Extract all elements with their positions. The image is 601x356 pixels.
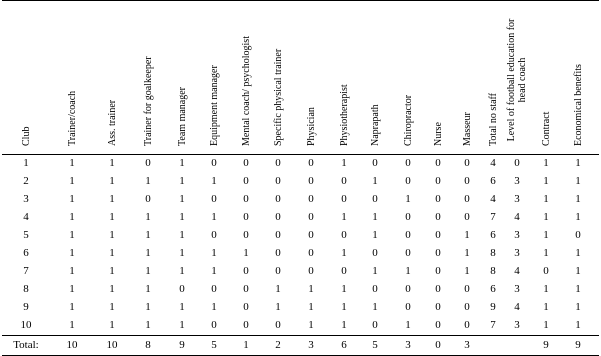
club-cell: 8 <box>23 283 29 295</box>
table-cell: 1 <box>341 247 347 259</box>
table-cell: 1 <box>109 265 115 277</box>
table-cell: 1 <box>543 229 549 241</box>
table-cell: 0 <box>464 211 470 223</box>
header-label: Ass. trainer <box>107 99 118 146</box>
total-cell: 3 <box>308 339 314 351</box>
table-cell: 1 <box>179 175 185 187</box>
table-cell: 6 <box>490 229 496 241</box>
table-cell: 4 <box>514 301 520 313</box>
table-cell: 0 <box>308 247 314 259</box>
table-cell: 0 <box>275 175 281 187</box>
table-cell: 1 <box>109 319 115 331</box>
header-cell <box>531 0 561 150</box>
table-cell: 1 <box>275 283 281 295</box>
table-cell: 1 <box>145 319 151 331</box>
table-cell: 0 <box>435 229 441 241</box>
header-label: Specific physical trainer <box>273 48 284 146</box>
table-cell: 1 <box>543 175 549 187</box>
table-cell: 1 <box>341 319 347 331</box>
table-cell: 0 <box>341 193 347 205</box>
table-cell: 0 <box>243 175 249 187</box>
table-cell: 3 <box>514 229 520 241</box>
table-cell: 0 <box>464 301 470 313</box>
header-cell <box>166 0 198 150</box>
table-cell: 3 <box>514 175 520 187</box>
table-cell: 0 <box>543 265 549 277</box>
table-cell: 1 <box>69 211 75 223</box>
table-cell: 0 <box>308 265 314 277</box>
table-cell: 0 <box>243 157 249 169</box>
table-cell: 1 <box>179 301 185 313</box>
table-cell: 3 <box>514 193 520 205</box>
header-label: Physician <box>306 107 317 146</box>
table-row <box>2 245 599 261</box>
header-label: Level of football education for head coach <box>506 18 528 142</box>
table-cell: 0 <box>211 157 217 169</box>
table-cell: 0 <box>435 265 441 277</box>
header-cell <box>198 0 230 150</box>
table-cell: 9 <box>490 301 496 313</box>
header-label: Team manager <box>177 87 188 146</box>
total-rule <box>2 335 599 336</box>
table-cell: 7 <box>490 211 496 223</box>
table-cell: 1 <box>341 211 347 223</box>
table-cell: 0 <box>464 319 470 331</box>
table-cell: 1 <box>145 229 151 241</box>
table-cell: 1 <box>372 211 378 223</box>
table-row <box>2 317 599 333</box>
table-cell: 1 <box>543 211 549 223</box>
club-cell: 1 <box>23 157 29 169</box>
table-cell: 0 <box>243 319 249 331</box>
table-cell: 1 <box>179 193 185 205</box>
table-cell: 0 <box>243 229 249 241</box>
staff-table <box>2 0 599 356</box>
header-cell <box>360 0 390 150</box>
table-cell: 1 <box>109 229 115 241</box>
total-cell: 2 <box>275 339 281 351</box>
table-cell: 1 <box>179 319 185 331</box>
table-cell: 0 <box>211 193 217 205</box>
header-cell <box>392 0 424 150</box>
table-cell: 0 <box>275 157 281 169</box>
club-cell: 6 <box>23 247 29 259</box>
table-cell: 0 <box>435 211 441 223</box>
table-cell: 0 <box>405 301 411 313</box>
table-cell: 1 <box>575 193 581 205</box>
table-cell: 0 <box>575 229 581 241</box>
table-cell: 0 <box>372 157 378 169</box>
header-label: Total no staff <box>488 93 499 146</box>
table-cell: 1 <box>69 265 75 277</box>
table-cell: 1 <box>69 175 75 187</box>
table-row <box>2 191 599 207</box>
table-cell: 1 <box>575 283 581 295</box>
table-cell: 1 <box>575 157 581 169</box>
table-cell: 8 <box>490 247 496 259</box>
table-cell: 0 <box>372 283 378 295</box>
total-cell: 9 <box>543 339 549 351</box>
table-cell: 0 <box>341 265 347 277</box>
total-row <box>2 337 599 353</box>
table-cell: 0 <box>243 283 249 295</box>
table-cell: 0 <box>211 229 217 241</box>
table-cell: 0 <box>435 283 441 295</box>
header-cell <box>262 0 294 150</box>
table-cell: 1 <box>575 301 581 313</box>
table-cell: 1 <box>109 175 115 187</box>
table-row <box>2 299 599 315</box>
table-row <box>2 173 599 189</box>
club-cell: 4 <box>23 211 29 223</box>
table-cell: 1 <box>69 193 75 205</box>
table-cell: 1 <box>179 265 185 277</box>
club-cell: 5 <box>23 229 29 241</box>
total-cell: 9 <box>575 339 581 351</box>
table-cell: 1 <box>405 265 411 277</box>
table-cell: 1 <box>372 301 378 313</box>
table-cell: 0 <box>405 229 411 241</box>
header-cell <box>295 0 327 150</box>
club-cell: 2 <box>23 175 29 187</box>
header-cell <box>6 0 46 150</box>
table-cell: 0 <box>435 157 441 169</box>
table-cell: 1 <box>372 175 378 187</box>
table-cell: 1 <box>109 211 115 223</box>
table-cell: 8 <box>490 265 496 277</box>
table-cell: 1 <box>575 319 581 331</box>
table-cell: 1 <box>145 247 151 259</box>
table-cell: 1 <box>69 229 75 241</box>
table-cell: 0 <box>275 265 281 277</box>
table-cell: 1 <box>109 157 115 169</box>
table-cell: 4 <box>490 157 496 169</box>
table-cell: 1 <box>211 211 217 223</box>
table-cell: 0 <box>243 211 249 223</box>
table-cell: 1 <box>308 301 314 313</box>
table-cell: 1 <box>69 157 75 169</box>
table-cell: 0 <box>275 319 281 331</box>
table-cell: 1 <box>211 301 217 313</box>
header-cell <box>95 0 129 150</box>
total-cell: 10 <box>106 339 118 351</box>
table-cell: 1 <box>211 247 217 259</box>
table-cell: 1 <box>69 319 75 331</box>
table-cell: 3 <box>514 247 520 259</box>
table-cell: 1 <box>543 283 549 295</box>
table-cell: 1 <box>575 265 581 277</box>
table-cell: 1 <box>211 175 217 187</box>
header-label: Club <box>21 126 32 146</box>
table-cell: 1 <box>308 283 314 295</box>
table-cell: 1 <box>109 193 115 205</box>
club-cell: 9 <box>23 301 29 313</box>
header-label: Mental coach/ psychologist <box>241 36 252 146</box>
table-cell: 0 <box>308 229 314 241</box>
table-cell: 1 <box>543 193 549 205</box>
header-cell <box>424 0 452 150</box>
table-cell: 0 <box>405 157 411 169</box>
table-row <box>2 227 599 243</box>
table-cell: 0 <box>179 283 185 295</box>
table-cell: 0 <box>275 193 281 205</box>
table-row <box>2 155 599 171</box>
table-cell: 1 <box>179 157 185 169</box>
table-cell: 4 <box>490 193 496 205</box>
table-cell: 0 <box>464 193 470 205</box>
table-cell: 6 <box>490 175 496 187</box>
table-cell: 0 <box>435 193 441 205</box>
table-cell: 0 <box>405 175 411 187</box>
club-cell: 10 <box>20 319 32 331</box>
table-cell: 1 <box>543 319 549 331</box>
table-cell: 1 <box>464 247 470 259</box>
total-cell: 5 <box>372 339 378 351</box>
header-label: Physiotherapist <box>339 84 350 146</box>
table-cell: 0 <box>211 283 217 295</box>
table-cell: 1 <box>145 211 151 223</box>
total-cell: 3 <box>405 339 411 351</box>
table-cell: 1 <box>543 247 549 259</box>
table-cell: 7 <box>490 319 496 331</box>
table-cell: 0 <box>243 193 249 205</box>
table-cell: 0 <box>145 157 151 169</box>
table-cell: 1 <box>145 301 151 313</box>
table-cell: 0 <box>405 211 411 223</box>
table-cell: 1 <box>69 301 75 313</box>
club-cell: 3 <box>23 193 29 205</box>
total-cell: 8 <box>145 339 151 351</box>
table-cell: 1 <box>179 211 185 223</box>
table-cell: 0 <box>275 229 281 241</box>
table-cell: 1 <box>341 157 347 169</box>
table-row <box>2 209 599 225</box>
club-cell: 7 <box>23 265 29 277</box>
table-cell: 1 <box>109 301 115 313</box>
table-cell: 1 <box>575 175 581 187</box>
table-cell: 0 <box>308 175 314 187</box>
header-label: Chiropractor <box>403 94 414 146</box>
table-cell: 4 <box>514 211 520 223</box>
header-label: Masseur <box>462 112 473 146</box>
header-cell <box>230 0 262 150</box>
total-cell: 10 <box>66 339 78 351</box>
table-cell: 0 <box>243 265 249 277</box>
table-cell: 1 <box>575 247 581 259</box>
table-cell: 1 <box>543 157 549 169</box>
header-cell <box>328 0 360 150</box>
total-cell: 5 <box>211 339 217 351</box>
total-cell: 6 <box>341 339 347 351</box>
table-cell: 3 <box>514 283 520 295</box>
table-cell: 1 <box>109 247 115 259</box>
table-cell: 0 <box>243 301 249 313</box>
table-cell: 1 <box>308 319 314 331</box>
header-cell <box>505 0 529 150</box>
table-cell: 0 <box>464 283 470 295</box>
header-label: Equipment manager <box>209 65 220 146</box>
table-cell: 1 <box>464 229 470 241</box>
table-cell: 1 <box>179 229 185 241</box>
table-cell: 0 <box>435 175 441 187</box>
table-cell: 0 <box>435 247 441 259</box>
header-cell <box>132 0 164 150</box>
table-cell: 1 <box>464 265 470 277</box>
total-cell: 1 <box>243 339 249 351</box>
header-label: Nurse <box>433 122 444 146</box>
total-cell: 0 <box>435 339 441 351</box>
table-cell: 1 <box>69 283 75 295</box>
header-label: Economical benefits <box>573 64 584 146</box>
header-label: Naprapath <box>370 104 381 146</box>
table-cell: 3 <box>514 319 520 331</box>
header-label: Trainer/coach <box>67 90 78 146</box>
header-label: Contract <box>541 111 552 146</box>
table-cell: 0 <box>211 319 217 331</box>
header-cell <box>453 0 481 150</box>
header-cell <box>562 0 594 150</box>
table-cell: 0 <box>372 247 378 259</box>
table-cell: 0 <box>372 193 378 205</box>
total-cell: 9 <box>179 339 185 351</box>
table-cell: 1 <box>179 247 185 259</box>
table-cell: 0 <box>341 229 347 241</box>
table-cell: 0 <box>275 247 281 259</box>
header-cell <box>55 0 89 150</box>
table-cell: 6 <box>490 283 496 295</box>
table-cell: 1 <box>543 301 549 313</box>
table-cell: 0 <box>145 193 151 205</box>
table-cell: 0 <box>464 175 470 187</box>
table-cell: 0 <box>405 247 411 259</box>
table-cell: 1 <box>69 247 75 259</box>
table-row <box>2 281 599 297</box>
table-cell: 0 <box>341 175 347 187</box>
table-cell: 1 <box>405 319 411 331</box>
header-label: Trainer for goalkeeper <box>143 56 154 146</box>
table-cell: 0 <box>435 319 441 331</box>
table-cell: 1 <box>405 193 411 205</box>
table-cell: 1 <box>372 265 378 277</box>
table-cell: 1 <box>145 283 151 295</box>
table-cell: 0 <box>464 157 470 169</box>
table-cell: 0 <box>435 301 441 313</box>
table-cell: 4 <box>514 265 520 277</box>
total-cell: 3 <box>464 339 470 351</box>
table-cell: 1 <box>211 265 217 277</box>
table-cell: 0 <box>308 157 314 169</box>
table-cell: 0 <box>514 157 520 169</box>
table-cell: 0 <box>372 319 378 331</box>
table-cell: 1 <box>275 301 281 313</box>
table-cell: 1 <box>372 229 378 241</box>
table-cell: 0 <box>308 211 314 223</box>
total-label: Total: <box>13 339 39 351</box>
table-cell: 1 <box>109 283 115 295</box>
table-cell: 1 <box>145 175 151 187</box>
table-cell: 0 <box>275 211 281 223</box>
table-cell: 1 <box>145 265 151 277</box>
table-cell: 0 <box>405 283 411 295</box>
table-cell: 1 <box>341 283 347 295</box>
header-cell <box>482 0 504 150</box>
table-cell: 1 <box>341 301 347 313</box>
table-cell: 1 <box>575 211 581 223</box>
table-row <box>2 263 599 279</box>
table-cell: 1 <box>243 247 249 259</box>
table-cell: 0 <box>308 193 314 205</box>
